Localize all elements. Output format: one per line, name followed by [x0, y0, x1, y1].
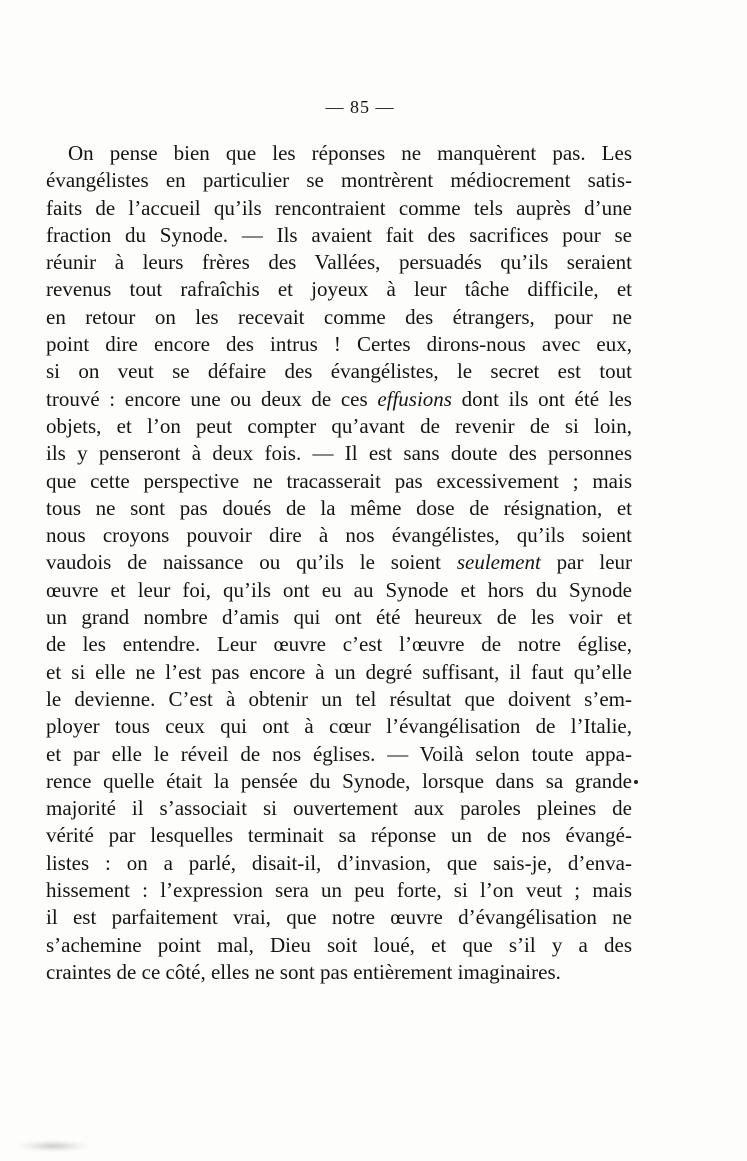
text-line: rence quelle était la pensée du Synode, lorsque dans sa grande	[46, 768, 632, 793]
text-line: un grand nombre d’amis qui ont été heureux de les voir et	[46, 605, 632, 630]
text-line: que cette perspective ne tracasserait pas excessivement ; mais	[46, 468, 632, 493]
page-number: — 85 —	[325, 97, 395, 117]
text-line: ployer tous ceux qui ont à cœur l’évangélisation de l’Italie,	[46, 714, 632, 739]
body-paragraph	[46, 140, 632, 986]
text-line: ils y penseront à deux fois. — Il est sans doute des personnes	[46, 441, 632, 466]
text-line: majorité il s’associait si ouvertement aux paroles pleines de	[46, 796, 632, 821]
text-line: revenus tout rafraîchis et joyeux à leur tâche difficile, et	[46, 277, 632, 302]
text-line: faits de l’accueil qu’ils rencontraient comme tels auprès d’une	[46, 195, 632, 220]
text-line: œuvre et leur foi, qu’ils ont eu au Synode et hors du Synode	[46, 577, 632, 602]
scan-smudge	[18, 1140, 88, 1152]
text-line: fraction du Synode. — Ils avaient fait des sacrifices pour se	[46, 222, 632, 247]
text-line: hissement : l’expression sera un peu forte, si l’on veut ; mais	[46, 878, 632, 903]
text-line: point dire encore des intrus ! Certes dirons-nous avec eux,	[46, 332, 632, 357]
text-line: de les entendre. Leur œuvre c’est l’œuvre de notre église,	[46, 632, 632, 657]
text-line: trouvé : encore une ou deux de ces effusions dont ils ont été les	[46, 386, 632, 411]
text-line: évangélistes en particulier se montrèrent médiocrement satis-	[46, 168, 632, 193]
text-line: si on veut se défaire des évangélistes, le secret est tout	[46, 359, 632, 384]
text-line: en retour on les recevait comme des étrangers, pour ne	[46, 304, 632, 329]
text-line: objets, et l’on peut compter qu’avant de revenir de si loin,	[46, 413, 632, 438]
text-line: vérité par lesquelles terminait sa réponse un de nos évangé-	[46, 823, 632, 848]
text-line: et si elle ne l’est pas encore à un degré suffisant, il faut qu’elle	[46, 659, 632, 684]
text-line: il est parfaitement vrai, que notre œuvre d’évangélisation ne	[46, 905, 632, 930]
italic-word: effusions	[377, 386, 452, 411]
text-line: craintes de ce côté, elles ne sont pas entièrement imaginaires.	[46, 959, 561, 984]
text-line: On pense bien que les réponses ne manquèrent pas. Les	[68, 141, 632, 165]
text-line: tous ne sont pas doués de la même dose de résignation, et	[46, 495, 632, 520]
text-line: et par elle le réveil de nos églises. — Voilà selon toute appa-	[46, 741, 632, 766]
text-line: nous croyons pouvoir dire à nos évangélistes, qu’ils soient	[46, 523, 632, 548]
text-line: le devienne. C’est à obtenir un tel résultat que doivent s’em-	[46, 686, 632, 711]
text-line: s’achemine point mal, Dieu soit loué, et que s’il y a des	[46, 932, 632, 957]
text-line: listes : on a parlé, disait-il, d’invasion, que sais-je, d’enva-	[46, 850, 632, 875]
italic-word: seulement	[456, 550, 541, 575]
text-line: vaudois de naissance ou qu’ils le soient seulement par leur	[46, 550, 632, 575]
text-line: réunir à leurs frères des Vallées, persuadés qu’ils seraient	[46, 250, 632, 275]
ink-speck	[634, 780, 638, 784]
